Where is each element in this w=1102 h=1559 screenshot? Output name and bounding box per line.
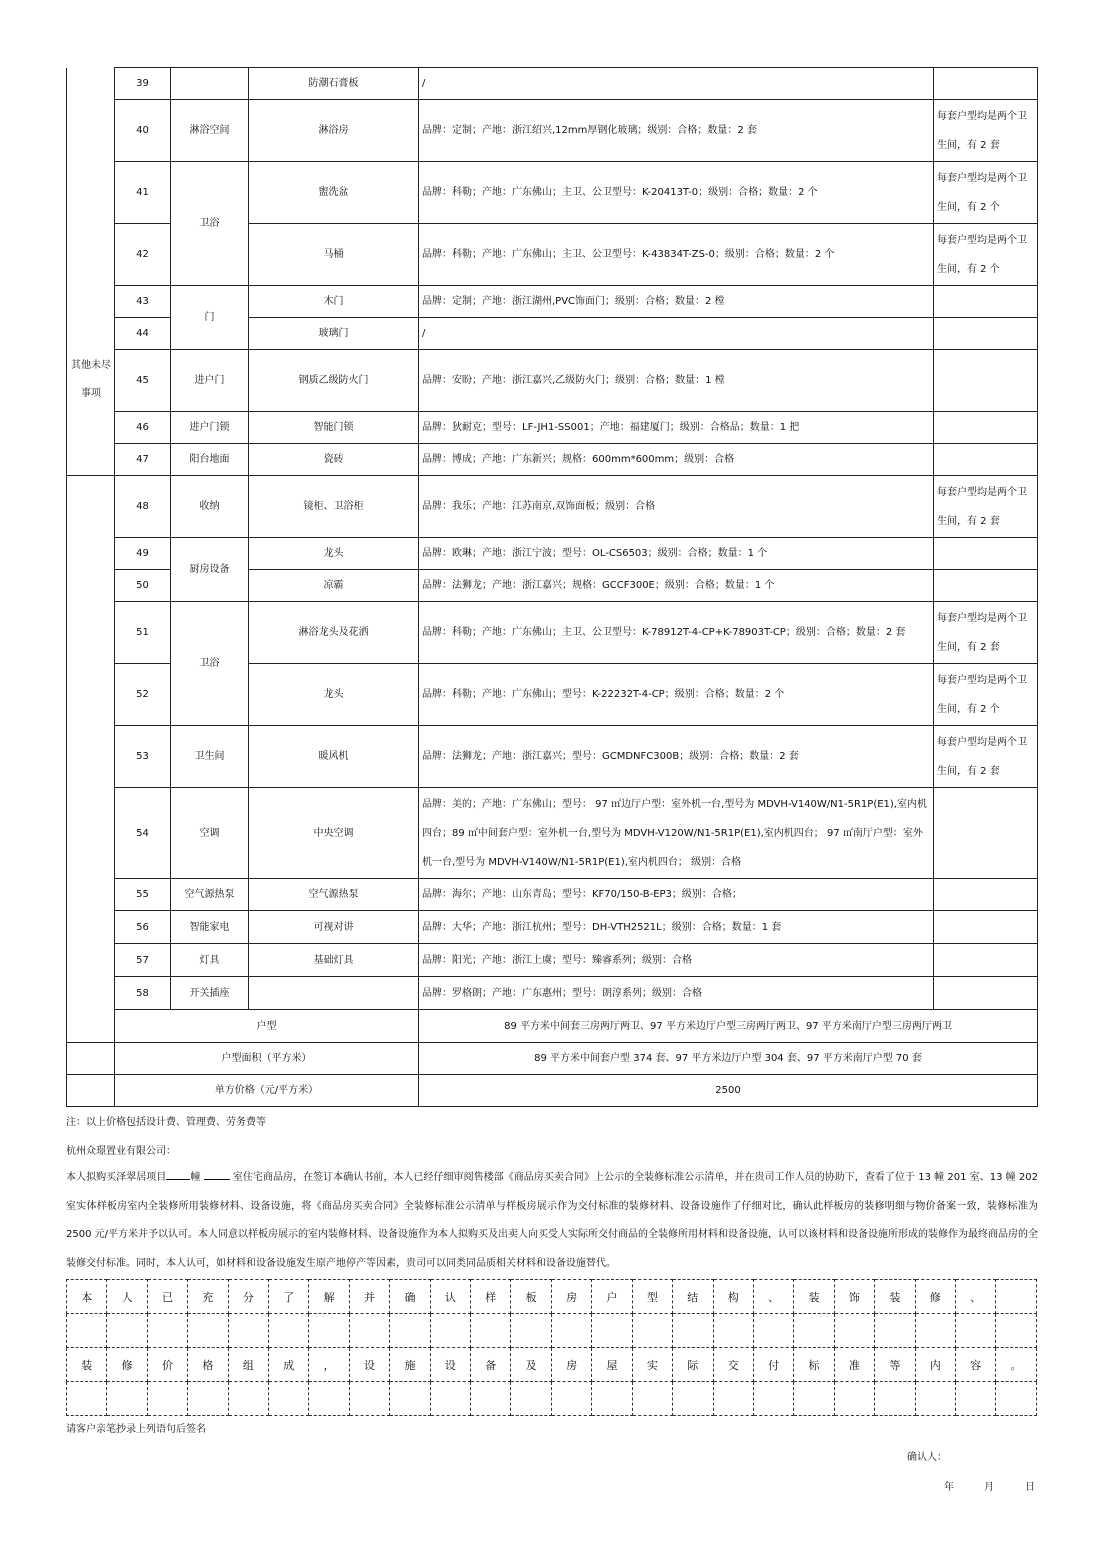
summary-spacer (67, 1075, 115, 1107)
copy-cell (390, 1314, 430, 1348)
remark (934, 944, 1038, 977)
item-name: 中央空调 (249, 788, 419, 879)
item-desc: 品牌：法狮龙；产地：浙江嘉兴；型号：GCMDNFC300B；级别：合格；数量：2 套 (419, 726, 934, 788)
remark (934, 879, 1038, 911)
remark (934, 444, 1038, 476)
item-desc: 品牌：阳光；产地：浙江上虞；型号：臻睿系列；级别：合格 (419, 944, 934, 977)
copy-cell (269, 1314, 309, 1348)
copy-cell: 备 (471, 1348, 511, 1382)
item-name: 盥洗盆 (249, 162, 419, 224)
remark (934, 318, 1038, 350)
category-cell: 厨房设备 (171, 538, 249, 602)
category-cell: 卫浴 (171, 162, 249, 286)
copy-cell (430, 1314, 470, 1348)
row-no: 40 (115, 100, 171, 162)
copy-cell: 装 (875, 1280, 915, 1314)
copy-cell: 准 (834, 1348, 874, 1382)
copy-cell (188, 1314, 228, 1348)
copy-cell (309, 1382, 349, 1416)
row-no: 43 (115, 286, 171, 318)
category-cell: 淋浴空间 (171, 100, 249, 162)
table-row (67, 977, 1038, 1010)
copy-cell (67, 1314, 107, 1348)
copy-cell (147, 1382, 187, 1416)
copy-row-2 (67, 1348, 1037, 1382)
copy-cell (875, 1314, 915, 1348)
item-name: 钢质乙级防火门 (249, 350, 419, 412)
remark (934, 977, 1038, 1010)
category-cell: 收纳 (171, 476, 249, 538)
remark (934, 570, 1038, 602)
copy-cell: 装 (67, 1348, 107, 1382)
table-row (67, 602, 1038, 664)
category-cell: 进户门 (171, 350, 249, 412)
copy-cell (632, 1314, 672, 1348)
copy-cell: 本 (67, 1280, 107, 1314)
copy-cell (834, 1314, 874, 1348)
row-no: 50 (115, 570, 171, 602)
category-cell: 开关插座 (171, 977, 249, 1010)
remark: 每套户型均是两个卫生间，有 2 个 (934, 162, 1038, 224)
group-cell-lower (67, 476, 115, 1010)
item-name: 智能门锁 (249, 412, 419, 444)
copy-cell: 房 (551, 1348, 591, 1382)
group-cell-upper (67, 68, 115, 476)
copy-cell (349, 1382, 389, 1416)
copy-cell: 确 (390, 1280, 430, 1314)
copy-cell: 样 (471, 1280, 511, 1314)
copy-cell: 结 (673, 1280, 713, 1314)
copy-cell: 设 (430, 1348, 470, 1382)
remark (934, 350, 1038, 412)
copy-cell (875, 1382, 915, 1416)
table-row (67, 944, 1038, 977)
row-no: 54 (115, 788, 171, 879)
item-name: 龙头 (249, 538, 419, 570)
item-desc: 品牌：定制；产地：浙江湖州,PVC饰面门；级别：合格；数量：2 樘 (419, 286, 934, 318)
copy-cell (228, 1314, 268, 1348)
copy-cell (471, 1314, 511, 1348)
summary-value: 89 平方米中间套三房两厅两卫、97 平方米边厅户型三房两厅两卫、97 平方米南厅户型三房两厅两卫 (419, 1010, 1038, 1043)
category-cell: 空气源热泵 (171, 879, 249, 911)
remark: 每套户型均是两个卫生间，有 2 套 (934, 476, 1038, 538)
item-name: 瓷砖 (249, 444, 419, 476)
item-desc: 品牌：海尔；产地：山东青岛；型号：KF70/150-B-EP3；级别：合格； (419, 879, 934, 911)
copy-blank-row-1 (67, 1314, 1037, 1348)
copy-cell: 格 (188, 1348, 228, 1382)
item-name: 淋浴房 (249, 100, 419, 162)
copy-cell (955, 1314, 995, 1348)
copy-cell: 、 (955, 1280, 995, 1314)
row-no: 53 (115, 726, 171, 788)
copy-cell (107, 1382, 147, 1416)
copy-cell: 屋 (592, 1348, 632, 1382)
item-name: 凉霸 (249, 570, 419, 602)
copy-cell (632, 1382, 672, 1416)
remark: 每套户型均是两个卫生间，有 2 个 (934, 224, 1038, 286)
remark: 每套户型均是两个卫生间，有 2 套 (934, 100, 1038, 162)
copy-cell: 修 (107, 1348, 147, 1382)
remark (934, 68, 1038, 100)
sign-instruction: 请客户亲笔抄录上列语句后签名 (66, 1424, 206, 1435)
copy-cell (673, 1314, 713, 1348)
copy-blank-row-2 (67, 1382, 1037, 1416)
category-cell: 卫生间 (171, 726, 249, 788)
item-desc: 品牌：定制；产地：浙江绍兴,12mm厚钢化玻璃；级别：合格；数量：2 套 (419, 100, 934, 162)
copy-cell: 认 (430, 1280, 470, 1314)
copy-cell: 户 (592, 1280, 632, 1314)
item-desc: 品牌：狄耐克；型号：LF-JH1-SS001；产地：福建厦门；级别：合格品；数量：1 把 (419, 412, 934, 444)
table-row (67, 911, 1038, 944)
copy-cell: 容 (955, 1348, 995, 1382)
copy-cell: 装 (794, 1280, 834, 1314)
building-blank (166, 1167, 190, 1180)
summary-spacer (67, 1010, 115, 1043)
table-row (67, 100, 1038, 162)
copy-cell: 解 (309, 1280, 349, 1314)
row-no: 39 (115, 68, 171, 100)
copy-cell (147, 1314, 187, 1348)
item-desc: 品牌：欧琳；产地：浙江宁波；型号：OL-CS6503；级别：合格；数量：1 个 (419, 538, 934, 570)
copy-cell: 交 (713, 1348, 753, 1382)
table-row (67, 68, 1038, 100)
copy-cell (915, 1382, 955, 1416)
summary-row-price (67, 1075, 1038, 1107)
item-name (249, 977, 419, 1010)
summary-label: 户型面积（平方米） (115, 1043, 419, 1075)
copy-cell (996, 1382, 1037, 1416)
row-no: 57 (115, 944, 171, 977)
para-text: 幢 (190, 1172, 201, 1183)
copy-cell (834, 1382, 874, 1416)
category-cell: 智能家电 (171, 911, 249, 944)
remark (934, 911, 1038, 944)
copy-cell: 已 (147, 1280, 187, 1314)
copy-cell: 等 (875, 1348, 915, 1382)
remark (934, 538, 1038, 570)
copy-cell (67, 1382, 107, 1416)
row-no: 51 (115, 602, 171, 664)
row-no: 49 (115, 538, 171, 570)
copy-cell (996, 1280, 1037, 1314)
copy-cell (915, 1314, 955, 1348)
copy-cell (188, 1382, 228, 1416)
table-row (67, 476, 1038, 538)
copy-cell (592, 1382, 632, 1416)
copy-cell (269, 1382, 309, 1416)
row-no: 42 (115, 224, 171, 286)
item-name: 基础灯具 (249, 944, 419, 977)
remark (934, 788, 1038, 879)
summary-row-area (67, 1043, 1038, 1075)
confirm-label: 确认人： (907, 1452, 947, 1463)
row-no: 45 (115, 350, 171, 412)
copy-cell (309, 1314, 349, 1348)
copy-cell (713, 1314, 753, 1348)
row-no: 44 (115, 318, 171, 350)
item-desc: 品牌：美的；产地：广东佛山；型号： 97 ㎡边厅户型：室外机一台,型号为 MDVH-V140W/N1-5R1P(E1),室内机四台；89 ㎡中间套户型：室外机一台,型号为 MDVH-V120W/N1-5R1P(E1),室内机四台； 97 ㎡南厅户型：室外机一台,型号为 MDVH-V140W/N1-5R1P(E1),室内机四台； 级别：合格 (419, 788, 934, 879)
copy-cell (794, 1314, 834, 1348)
copy-cell (955, 1382, 995, 1416)
copy-cell (673, 1382, 713, 1416)
copy-cell (511, 1314, 551, 1348)
copy-cell (390, 1382, 430, 1416)
copy-cell: 价 (147, 1348, 187, 1382)
table-row (67, 350, 1038, 412)
copy-cell: 分 (228, 1280, 268, 1314)
category-cell (171, 68, 249, 100)
item-name: 暖风机 (249, 726, 419, 788)
table-row (67, 286, 1038, 318)
summary-spacer (67, 1043, 115, 1075)
remark (934, 286, 1038, 318)
group-label: 其他未尽事项 (71, 360, 111, 399)
row-no: 41 (115, 162, 171, 224)
copy-cell: 设 (349, 1348, 389, 1382)
copy-cell (996, 1314, 1037, 1348)
item-name: 可视对讲 (249, 911, 419, 944)
copy-cell: 并 (349, 1280, 389, 1314)
copy-cell: 了 (269, 1280, 309, 1314)
item-desc: 品牌：科勒；产地：广东佛山；主卫、公卫型号：K-43834T-ZS-0；级别：合格；数量：2 个 (419, 224, 934, 286)
copy-cell: 充 (188, 1280, 228, 1314)
copy-cell: 际 (673, 1348, 713, 1382)
copy-cell (107, 1314, 147, 1348)
remark: 每套户型均是两个卫生间，有 2 套 (934, 726, 1038, 788)
copy-cell (551, 1382, 591, 1416)
table-row (67, 788, 1038, 879)
copy-cell: 饰 (834, 1280, 874, 1314)
category-cell: 灯具 (171, 944, 249, 977)
copy-cell (713, 1382, 753, 1416)
copy-cell: 构 (713, 1280, 753, 1314)
price-note: 注：以上价格包括设计费、管理费、劳务费等 (66, 1117, 266, 1128)
copy-cell (592, 1314, 632, 1348)
copy-cell: 及 (511, 1348, 551, 1382)
category-cell: 阳台地面 (171, 444, 249, 476)
summary-label: 户型 (115, 1010, 419, 1043)
copy-cell (794, 1382, 834, 1416)
table-row (67, 726, 1038, 788)
item-desc: 品牌：科勒；产地：广东佛山；型号：K-22232T-4-CP；级别：合格；数量：2 个 (419, 664, 934, 726)
summary-label: 单方价格（元/平方米） (115, 1075, 419, 1107)
item-name: 镜柜、卫浴柜 (249, 476, 419, 538)
copy-cell: 房 (551, 1280, 591, 1314)
copy-cell: ， (309, 1348, 349, 1382)
summary-row-type (67, 1010, 1038, 1043)
row-no: 52 (115, 664, 171, 726)
item-name: 木门 (249, 286, 419, 318)
category-cell: 门 (171, 286, 249, 350)
remark: 每套户型均是两个卫生间，有 2 套 (934, 602, 1038, 664)
item-name: 龙头 (249, 664, 419, 726)
para-text: 本人拟购买泽翠居项目 (66, 1172, 167, 1183)
category-cell: 空调 (171, 788, 249, 879)
copy-cell: 成 (269, 1348, 309, 1382)
row-no: 48 (115, 476, 171, 538)
copy-cell (511, 1382, 551, 1416)
date-year: 年 (944, 1482, 954, 1493)
item-name: 马桶 (249, 224, 419, 286)
addressee: 杭州众璟置业有限公司： (66, 1146, 176, 1157)
summary-value: 89 平方米中间套户型 374 套、97 平方米边厅户型 304 套、97 平方米南厅户型 70 套 (419, 1043, 1038, 1075)
item-desc: 品牌：大华；产地：浙江杭州；型号：DH-VTH2521L；级别：合格；数量：1 套 (419, 911, 934, 944)
item-desc: / (419, 68, 934, 100)
copy-cell: 实 (632, 1348, 672, 1382)
table-row (67, 538, 1038, 570)
copy-cell (228, 1382, 268, 1416)
copy-cell: 施 (390, 1348, 430, 1382)
item-name: 玻璃门 (249, 318, 419, 350)
table-row (67, 444, 1038, 476)
remark (934, 412, 1038, 444)
row-no: 55 (115, 879, 171, 911)
confirmation-paragraph (66, 1164, 1038, 1278)
category-cell: 进户门锁 (171, 412, 249, 444)
copy-grid (66, 1279, 1037, 1416)
copy-cell (471, 1382, 511, 1416)
copy-cell (753, 1314, 793, 1348)
copy-cell: 。 (996, 1348, 1037, 1382)
copy-cell (430, 1382, 470, 1416)
item-desc: 品牌：法狮龙；产地：浙江嘉兴；规格：GCCF300E；级别：合格；数量：1 个 (419, 570, 934, 602)
para-text: 室住宅商品房，在签订本确认书前，本人已经仔细审阅售楼部《商品房买卖合同》上公示的全装修标准公示清单，并在贵司工作人员的协助下，查看了位于 13 幢 201 室、13 幢 202 室实体样板房室内全装修所用装修材料、设备设施，将《商品房买卖合同》全装修标准公示清单与样板房展示作为交付标准的装修材料、设备设施作了仔细对比，确认此样板房的装修明细与物价备案一致，装修标准为 2500 元/平方米并予以认可。本人同意以样板房展示的室内装修材料、设备设施作为本人拟购买及出卖人向买受人实际所交付商品的全装修所用材料和设备设施，认可以该材料和设备设施所形成的装修作为最终商品房的全装修交付标准。同时，本人认可，如材料和设备设施发生原产地停产等因素，贵司可以同类同品质相关材料和设备设施替代。 (66, 1172, 1039, 1269)
row-no: 47 (115, 444, 171, 476)
copy-cell: 组 (228, 1348, 268, 1382)
copy-cell: 付 (753, 1348, 793, 1382)
copy-cell (753, 1382, 793, 1416)
copy-cell: 型 (632, 1280, 672, 1314)
item-desc: 品牌：我乐；产地：江苏南京,双饰面板；级别：合格 (419, 476, 934, 538)
copy-cell: 修 (915, 1280, 955, 1314)
item-name: 空气源热泵 (249, 879, 419, 911)
item-desc: 品牌：科勒；产地：广东佛山；主卫、公卫型号：K-20413T-0；级别：合格；数量：2 个 (419, 162, 934, 224)
item-desc: / (419, 318, 934, 350)
copy-cell: 、 (753, 1280, 793, 1314)
copy-cell: 内 (915, 1348, 955, 1382)
item-desc: 品牌：安盼；产地：浙江嘉兴,乙级防火门；级别：合格；数量：1 樘 (419, 350, 934, 412)
item-desc: 品牌：博成；产地：广东新兴；规格：600mm*600mm；级别：合格 (419, 444, 934, 476)
room-blank (204, 1167, 230, 1180)
summary-value: 2500 (419, 1075, 1038, 1107)
table-row (67, 162, 1038, 224)
row-no: 56 (115, 911, 171, 944)
copy-cell: 人 (107, 1280, 147, 1314)
table-row (67, 879, 1038, 911)
row-no: 46 (115, 412, 171, 444)
copy-row-1 (67, 1280, 1037, 1314)
date-day: 日 (1025, 1482, 1035, 1493)
item-desc: 品牌：科勒；产地：广东佛山；主卫、公卫型号：K-78912T-4-CP+K-78903T-CP；级别：合格；数量：2 套 (419, 602, 934, 664)
copy-cell (551, 1314, 591, 1348)
table-row (67, 412, 1038, 444)
copy-cell (349, 1314, 389, 1348)
spec-table (66, 67, 1038, 1107)
copy-cell: 板 (511, 1280, 551, 1314)
item-desc: 品牌：罗格朗；产地：广东惠州；型号：朗淳系列；级别：合格 (419, 977, 934, 1010)
copy-cell: 标 (794, 1348, 834, 1382)
date-month: 月 (984, 1482, 994, 1493)
remark: 每套户型均是两个卫生间，有 2 个 (934, 664, 1038, 726)
category-cell: 卫浴 (171, 602, 249, 726)
row-no: 58 (115, 977, 171, 1010)
item-name: 淋浴龙头及花洒 (249, 602, 419, 664)
item-name: 防潮石膏板 (249, 68, 419, 100)
